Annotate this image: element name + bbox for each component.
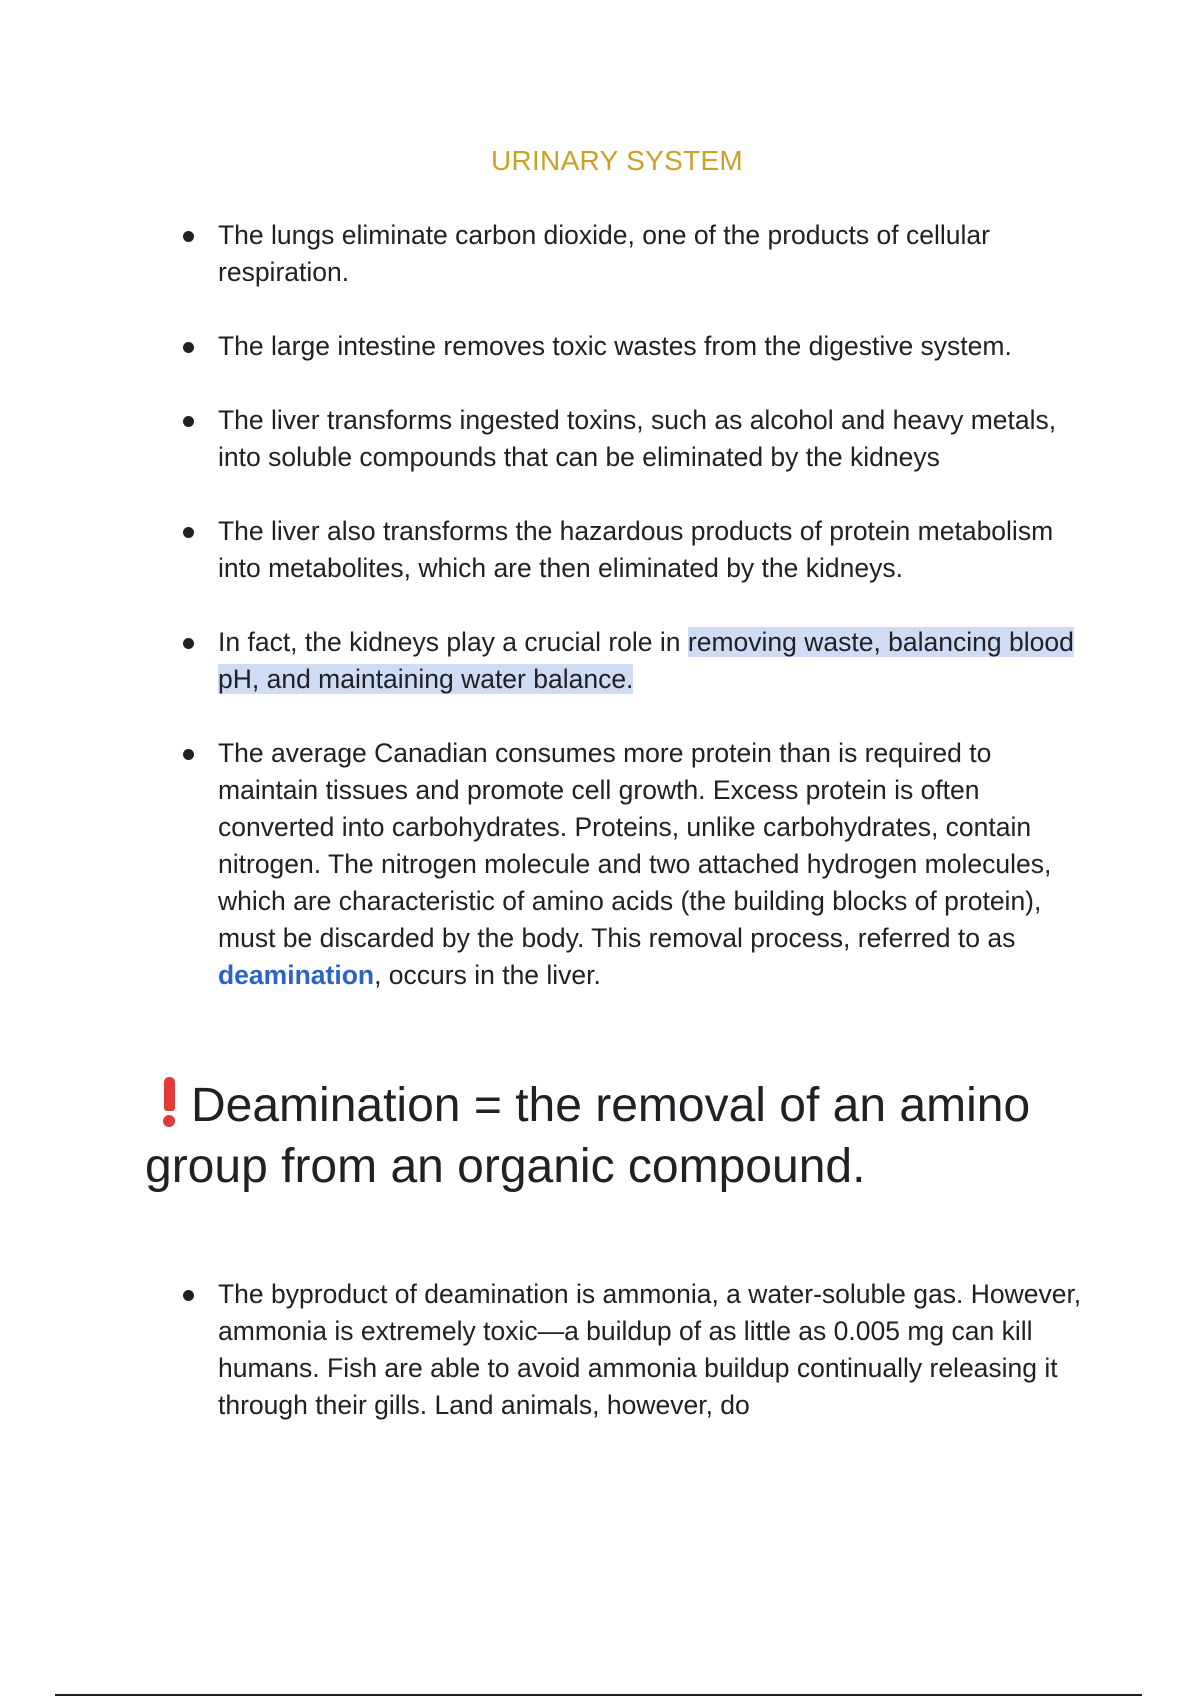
list-item-text: The average Canadian consumes more protein than is required to maintain tissues and promote cell growth. Excess protein is often converted into carbohydrates. Proteins, unlike carbohydrates, contain nitrogen. The nitrogen molecule and two attached hydrogen molecules, which are characteristic of amino acids (the building blocks of protein), must be discarded by the body. This removal process, referred to as <box>218 738 1052 953</box>
callout-definition <box>145 1075 1095 1197</box>
list-item <box>0 402 1098 476</box>
bullet-icon <box>183 527 194 538</box>
list-item-text-after: , occurs in the liver. <box>374 960 601 990</box>
bullet-list-continued <box>0 1276 1200 1461</box>
list-item-text: The byproduct of deamination is ammonia, a water-soluble gas. However, ammonia is extremely toxic—a buildup of as little as 0.005 mg can kill humans. Fish are able to avoid ammonia buildup continually releasing it through their gills. Land animals, however, do <box>218 1279 1082 1420</box>
term-deamination: deamination <box>218 960 375 990</box>
list-item <box>0 624 1098 698</box>
bullet-icon <box>183 1290 194 1301</box>
list-item-text: The lungs eliminate carbon dioxide, one of the products of cellular respiration. <box>218 220 990 287</box>
list-item <box>0 1276 1098 1424</box>
list-item-text: The large intestine removes toxic wastes from the digestive system. <box>218 331 1012 361</box>
list-item <box>0 735 1098 994</box>
bullet-icon <box>183 342 194 353</box>
page-title: URINARY SYSTEM <box>490 145 744 176</box>
bullet-icon <box>183 749 194 760</box>
bullet-icon <box>183 416 194 427</box>
list-item-text: In fact, the kidneys play a crucial role in <box>218 627 688 657</box>
list-item <box>0 217 1098 291</box>
callout-text: Deamination = the removal of an amino group from an organic compound. <box>145 1079 1031 1193</box>
bullet-icon <box>183 638 194 649</box>
page-bottom-divider <box>55 1694 1142 1696</box>
bullet-list <box>0 217 1200 1031</box>
bullet-icon <box>183 231 194 242</box>
highlighted-text[interactable]: removing waste, balancing blood pH, and maintaining water balance. <box>218 627 1074 694</box>
exclamation-icon <box>159 1077 179 1125</box>
list-item-text: The liver also transforms the hazardous products of protein metabolism into metabolites, which are then eliminated by the kidneys. <box>218 516 1054 583</box>
list-item-text: The liver transforms ingested toxins, such as alcohol and heavy metals, into soluble compounds that can be eliminated by the kidneys <box>218 405 1057 472</box>
list-item <box>0 328 1098 365</box>
list-item <box>0 513 1098 587</box>
